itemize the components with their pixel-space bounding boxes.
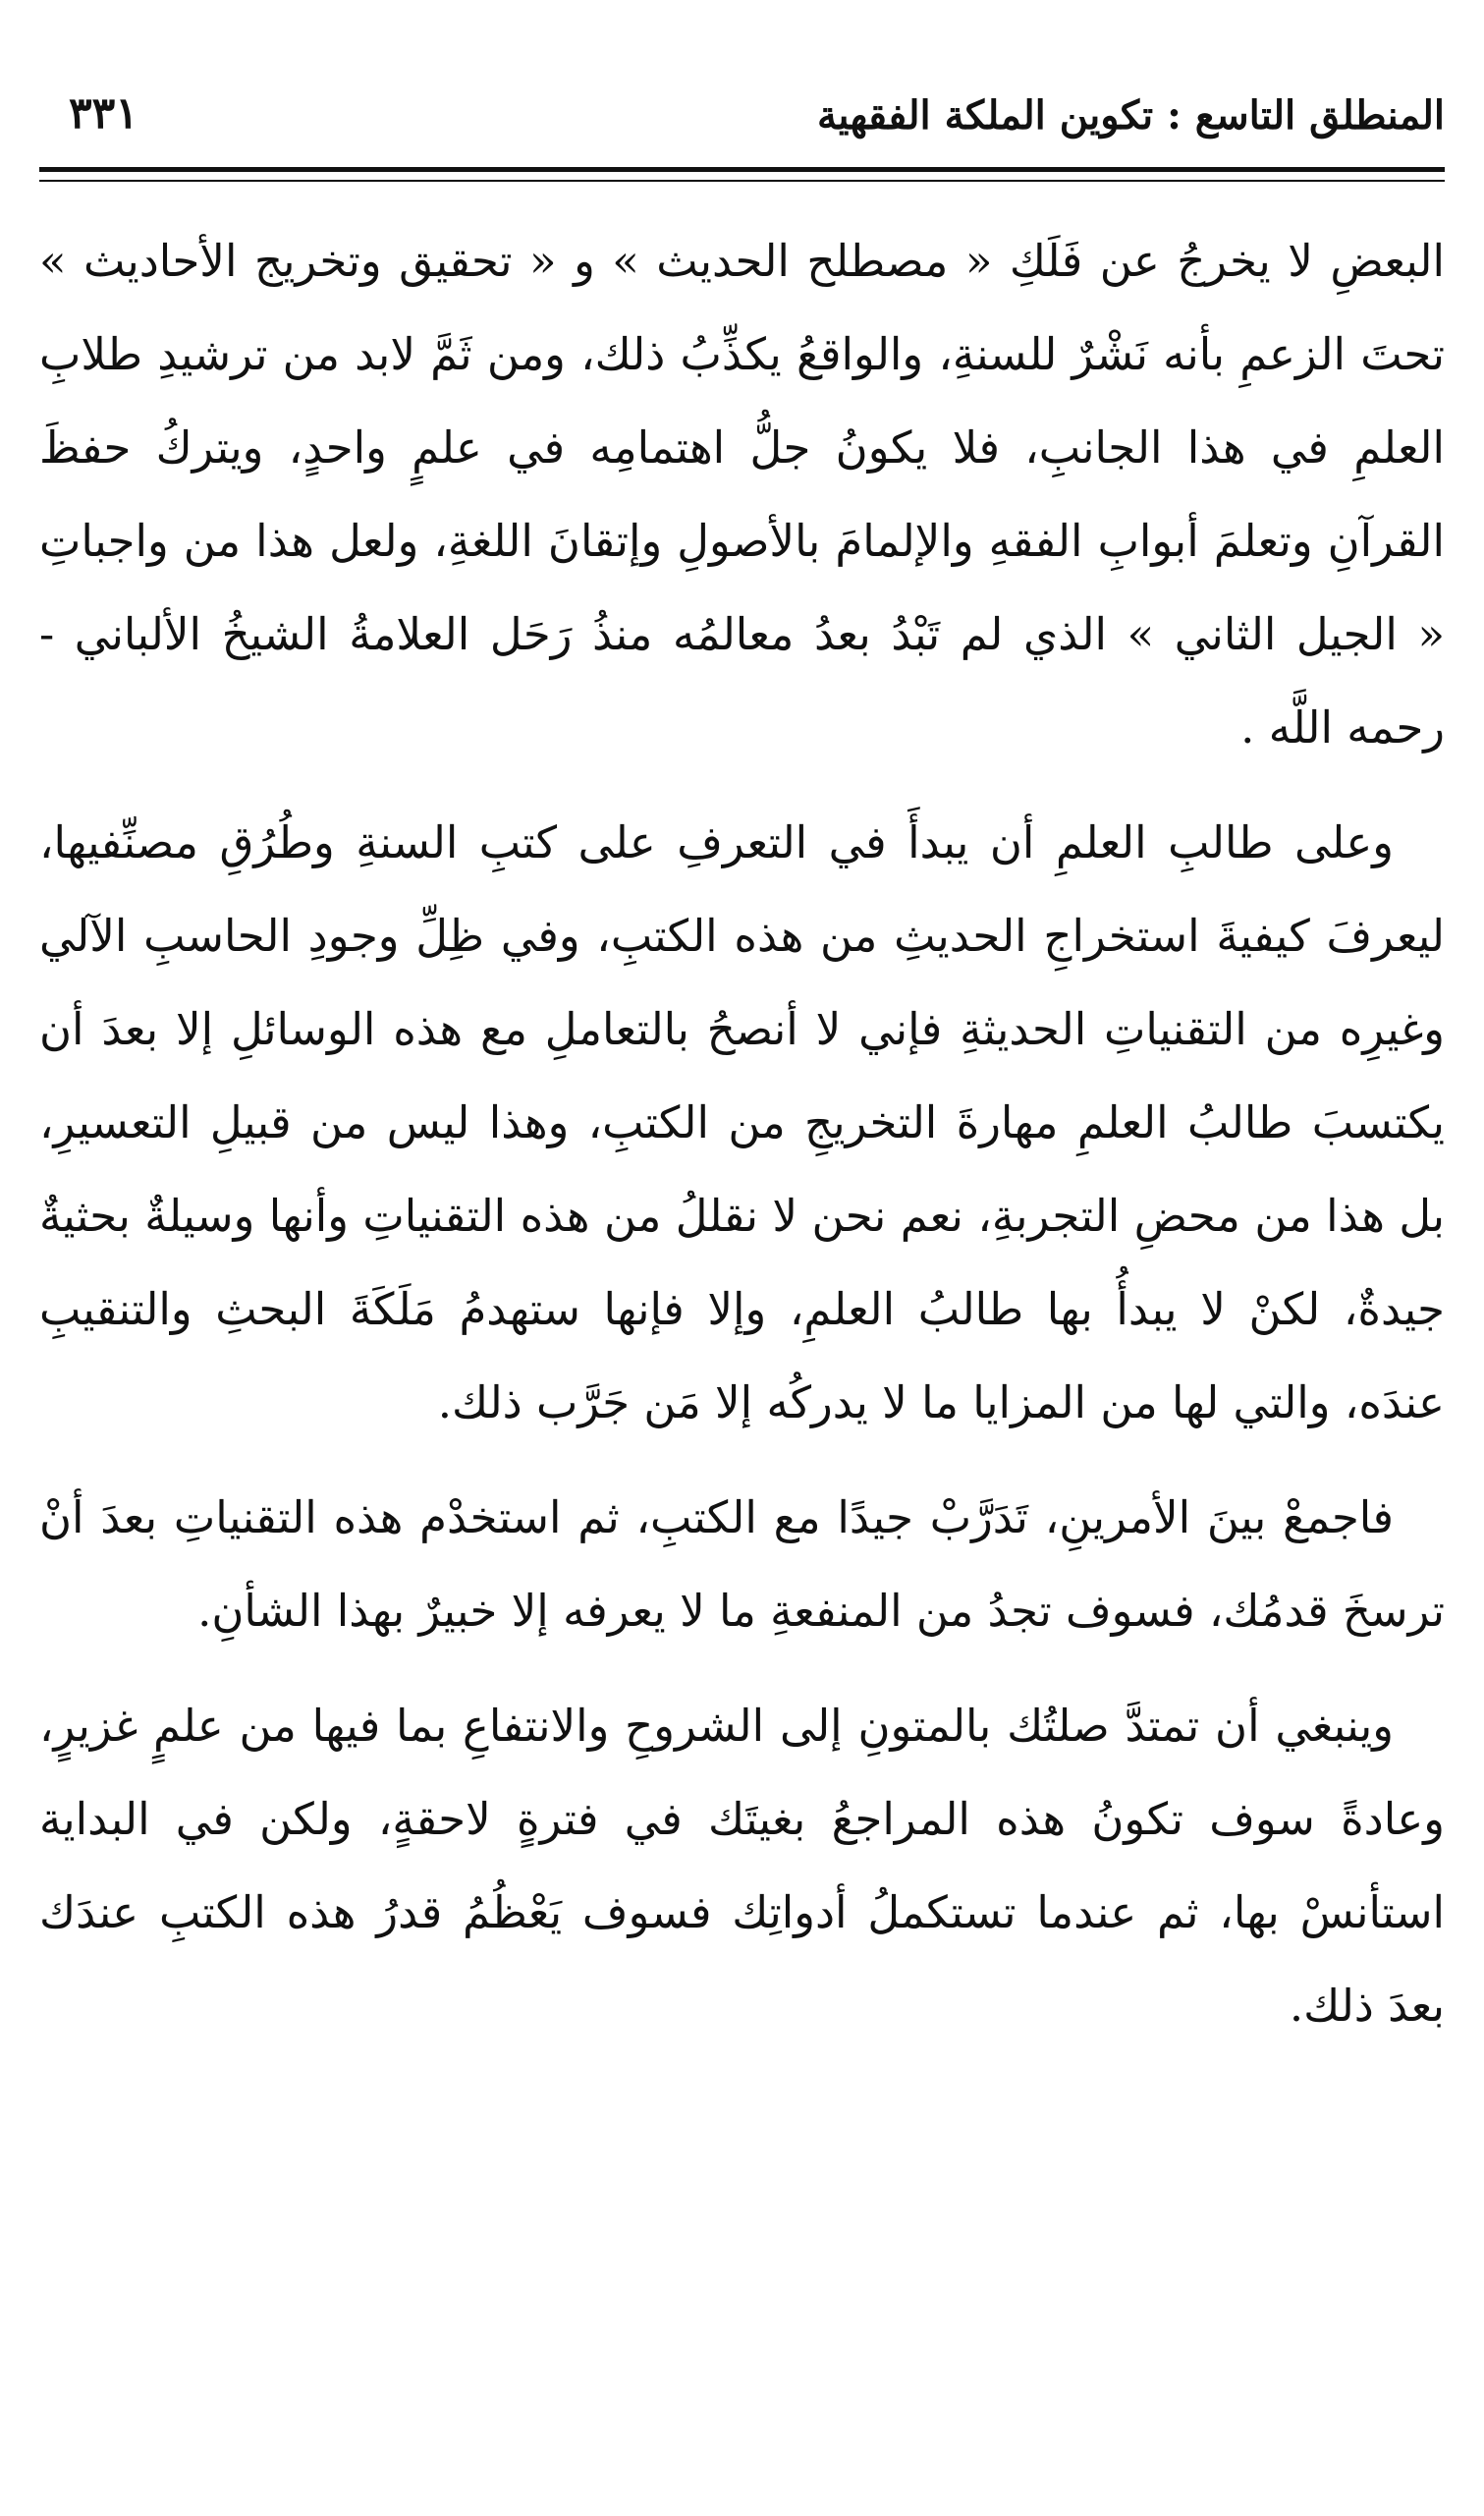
body-text <box>39 214 1445 2074</box>
header-rule-thin <box>39 180 1445 182</box>
paragraph: فاجمعْ بينَ الأمرينِ، تَدَرَّبْ جيدًا مع الكتبِ، ثم استخدْم هذه التقنياتِ بعدَ أنْ ترسخَ قدمُك، فسوف تجدُ من المنفعةِ ما لا يعرفه إلا خبيرٌ بهذا الشأنِ. <box>39 1491 1445 1637</box>
book-page <box>39 69 1445 2486</box>
paragraph: وينبغي أن تمتدَّ صلتُك بالمتونِ إلى الشروحِ والانتفاعِ بما فيها من علمٍ غزيرٍ، وعادةً سوف تكونُ هذه المراجعُ بغيتَك في فترةٍ لاحقةٍ، ولكن في البداية استأنسْ بها، ثم عندما تستكملُ أدواتِك فسوف يَعْظُمُ قدرُ هذه الكتبِ عندَك بعدَ ذلك. <box>39 1700 1445 2032</box>
page-number: ٣٣١ <box>69 88 138 139</box>
chapter-title: المنطلق التاسع : تكوين الملكة الفقهية <box>816 92 1445 139</box>
header-rule-thick <box>39 167 1445 172</box>
paragraph: وعلى طالبِ العلمِ أن يبدأَ في التعرفِ على كتبِ السنةِ وطُرُقِ مصنِّفيها، ليعرفَ كيفيةَ استخراجِ الحديثِ من هذه الكتبِ، وفي ظِلِّ وجودِ الحاسبِ الآلي وغيرِه من التقنياتِ الحديثةِ فإني لا أنصحُ بالتعاملِ مع هذه الوسائلِ إلا بعدَ أن يكتسبَ طالبُ العلمِ مهارةَ التخريجِ من الكتبِ، وهذا ليس من قبيلِ التعسيرِ، بل هذا من محضِ التجربةِ، نعم نحن لا نقللُ من هذه التقنياتِ وأنها وسيلةٌ بحثيةٌ جيدةٌ، لكنْ لا يبدأُ بها طالبُ العلمِ، وإلا فإنها ستهدمُ مَلَكَةَ البحثِ والتنقيبِ عندَه، والتي لها من المزايا ما لا يدركُه إلا مَن جَرَّب ذلك. <box>39 816 1445 1428</box>
running-header <box>39 69 1445 167</box>
paragraph: البعضِ لا يخرجُ عن فَلَكِ « مصطلح الحديث » و « تحقيق وتخريج الأحاديث » تحتَ الزعمِ بأنه نَشْرٌ للسنةِ، والواقعُ يكذِّبُ ذلك، ومن ثَمَّ لابد من ترشيدِ طلابِ العلمِ في هذا الجانبِ، فلا يكونُ جلُّ اهتمامِه في علمٍ واحدٍ، ويتركُ حفظَ القرآنِ وتعلمَ أبوابِ الفقهِ والإلمامَ بالأصولِ وإتقانَ اللغةِ، ولعل هذا من واجباتِ « الجيل الثاني » الذي لم تَبْدُ بعدُ معالمُه منذُ رَحَل العلامةُ الشيخُ الألباني - رحمه اللَّه . <box>39 235 1445 754</box>
